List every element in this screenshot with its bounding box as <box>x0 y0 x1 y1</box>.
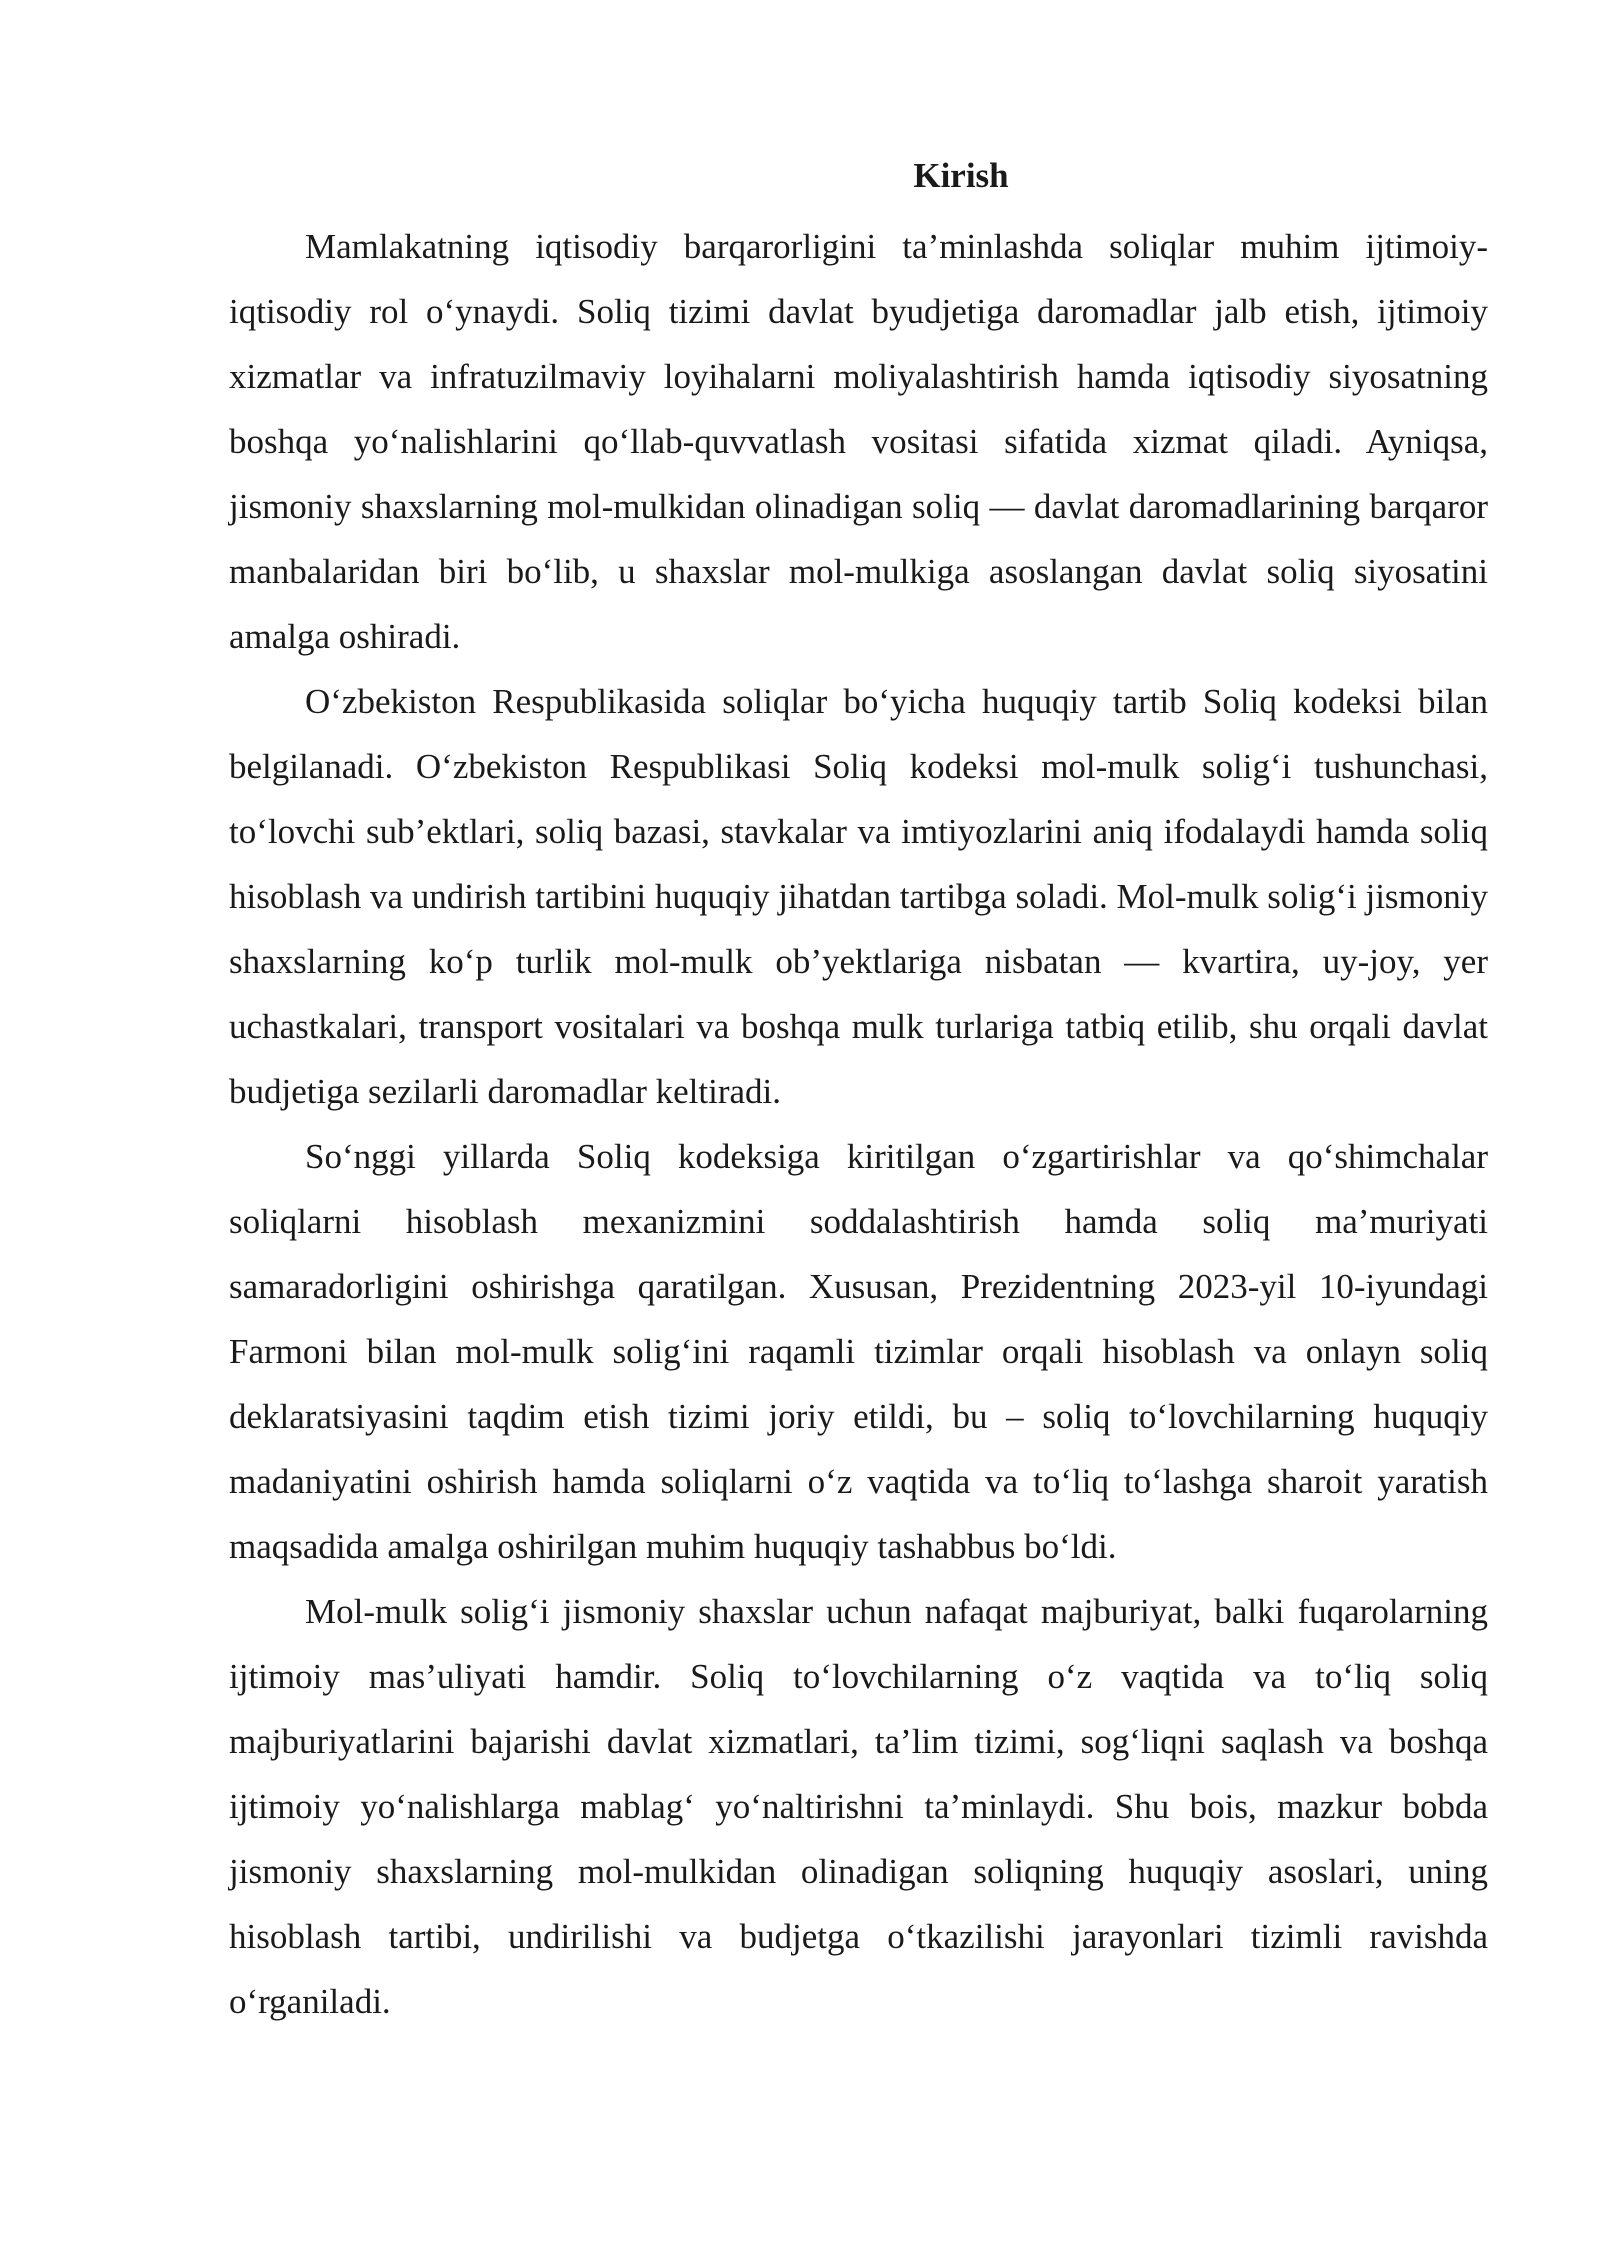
document-title: Kirish <box>913 156 1009 195</box>
document-body <box>229 150 1488 2034</box>
paragraph-2: O‘zbekiston Respublikasida soliqlar bo‘yicha huquqiy tartib Soliq kodeksi bilan belgilanadi. O‘zbekiston Respublikasi Soliq kodeksi mol-mulk solig‘i tushunchasi, to‘lovchi sub’ektlari, soliq bazasi, stavkalar va imtiyozlarini aniq ifodalaydi hamda soliq hisoblash va undirish tartibini huquqiy jihatdan tartibga soladi. Mol-mulk solig‘i jismoniy shaxslarning ko‘p turlik mol-mulk ob’yektlariga nisbatan — kvartira, uy-joy, yer uchastkalari, transport vositalari va boshqa mulk turlariga tatbiq etilib, shu orqali davlat budjetiga sezilarli daromadlar keltiradi. <box>229 682 1488 1111</box>
paragraph-4: Mol-mulk solig‘i jismoniy shaxslar uchun nafaqat majburiyat, balki fuqarolarning ijtimoiy mas’uliyati hamdir. Soliq to‘lovchilarning o‘z vaqtida va to‘liq soliq majburiyatlarini bajarishi davlat xizmatlari, ta’lim tizimi, sog‘liqni saqlash va boshqa ijtimoiy yo‘nalishlarga mablag‘ yo‘naltirishni ta’minlaydi. Shu bois, mazkur bobda jismoniy shaxslarning mol-mulkidan olinadigan soliqning huquqiy asoslari, uning hisoblash tartibi, undirilishi va budjetga o‘tkazilishi jarayonlari tizimli ravishda o‘rganiladi. <box>229 1592 1488 2021</box>
paragraph-3: So‘nggi yillarda Soliq kodeksiga kiritilgan o‘zgartirishlar va qo‘shimchalar soliqlarni hisoblash mexanizmini soddalashtirish hamda soliq ma’muriyati samaradorligini oshirishga qaratilgan. Xususan, Prezidentning 2023-yil 10-iyundagi Farmoni bilan mol-mulk solig‘ini raqamli tizimlar orqali hisoblash va onlayn soliq deklaratsiyasini taqdim etish tizimi joriy etildi, bu – soliq to‘lovchilarning huquqiy madaniyatini oshirish hamda soliqlarni o‘z vaqtida va to‘liq to‘lashga sharoit yaratish maqsadida amalga oshirilgan muhim huquqiy tashabbus bo‘ldi. <box>229 1137 1488 1566</box>
paragraph-1: Mamlakatning iqtisodiy barqarorligini ta’minlashda soliqlar muhim ijtimoiy-iqtisodiy rol o‘ynaydi. Soliq tizimi davlat byudjetiga daromadlar jalb etish, ijtimoiy xizmatlar va infratuzilmaviy loyihalarni moliyalashtirish hamda iqtisodiy siyosatning boshqa yo‘nalishlarini qo‘llab-quvvatlash vositasi sifatida xizmat qiladi. Ayniqsa, jismoniy shaxslarning mol-mulkidan olinadigan soliq — davlat daromadlarining barqaror manbalaridan biri bo‘lib, u shaxslar mol-mulkiga asoslangan davlat soliq siyosatini amalga oshiradi. <box>229 227 1488 656</box>
